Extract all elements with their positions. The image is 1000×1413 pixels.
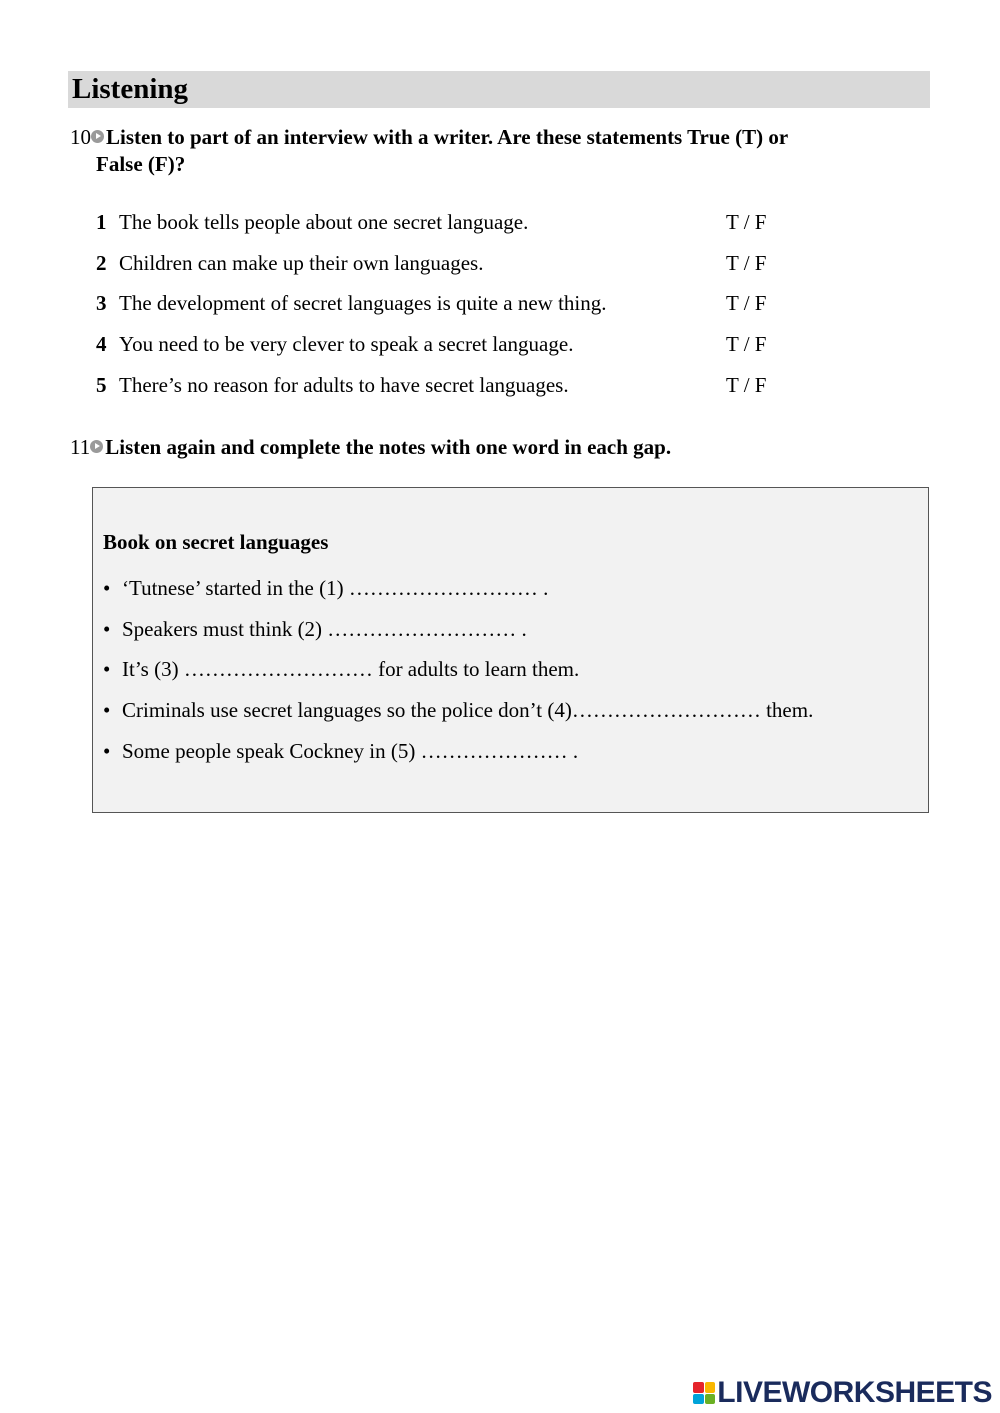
exercise-10-heading — [70, 124, 900, 178]
statement-list — [96, 202, 816, 405]
statement-text: The development of secret languages is quite a new thing. — [119, 291, 607, 316]
bullet-icon: • — [103, 697, 111, 722]
audio-play-icon[interactable] — [91, 130, 104, 143]
statement-text: The book tells people about one secret language. — [119, 209, 529, 234]
note-item — [103, 731, 813, 772]
note-text[interactable]: Speakers must think (2) ……………………… . — [122, 616, 527, 641]
statement-row — [96, 365, 816, 406]
note-text[interactable]: It’s (3) ……………………… for adults to learn them. — [122, 657, 580, 682]
statement-text: You need to be very clever to speak a secret language. — [119, 331, 574, 356]
statement-number: 5 — [96, 372, 107, 397]
notes-box — [92, 487, 929, 813]
exercise-instruction: Listen again and complete the notes with one word in each gap. — [105, 435, 672, 459]
statement-row — [96, 202, 816, 243]
statement-number: 1 — [96, 209, 107, 234]
statement-text: Children can make up their own languages. — [119, 250, 484, 275]
note-item — [103, 649, 813, 690]
notes-title: Book on secret languages — [103, 530, 329, 554]
exercise-number: 11 — [70, 435, 91, 459]
section-header — [68, 71, 930, 108]
exercise-instruction: Listen to part of an interview with a writer. Are these statements True (T) or — [106, 125, 789, 149]
note-item — [103, 568, 813, 609]
statement-row — [96, 324, 816, 365]
liveworksheets-brand[interactable] — [693, 1377, 992, 1409]
exercise-instruction-continued: False (F)? — [96, 152, 186, 176]
note-item — [103, 690, 813, 731]
liveworksheets-logo-icon — [693, 1382, 715, 1404]
bullet-icon: • — [103, 738, 111, 763]
statement-number: 4 — [96, 331, 107, 356]
exercise-11-heading — [70, 434, 900, 461]
exercise-number: 10 — [70, 125, 91, 149]
note-item — [103, 609, 813, 650]
true-false-choice[interactable]: T / F — [726, 331, 767, 356]
note-text[interactable]: ‘Tutnese’ started in the (1) ……………………… . — [122, 575, 549, 600]
note-text[interactable]: Some people speak Cockney in (5) ………………… . — [122, 738, 579, 763]
logo-square-red — [693, 1382, 704, 1393]
true-false-choice[interactable]: T / F — [726, 291, 767, 316]
true-false-choice[interactable]: T / F — [726, 209, 767, 234]
statement-text: There’s no reason for adults to have secret languages. — [119, 372, 569, 397]
section-title: Listening — [72, 73, 189, 105]
notes-list — [103, 568, 813, 771]
brand-name: LIVEWORKSHEETS — [717, 1376, 992, 1409]
statement-row — [96, 243, 816, 284]
logo-square-green — [705, 1394, 716, 1405]
statement-row — [96, 283, 816, 324]
audio-play-icon[interactable] — [90, 440, 103, 453]
bullet-icon: • — [103, 616, 111, 641]
true-false-choice[interactable]: T / F — [726, 372, 767, 397]
statement-number: 2 — [96, 250, 107, 275]
logo-square-yellow — [705, 1382, 716, 1393]
bullet-icon: • — [103, 657, 111, 682]
true-false-choice[interactable]: T / F — [726, 250, 767, 275]
logo-square-blue — [693, 1394, 704, 1405]
bullet-icon: • — [103, 575, 111, 600]
note-text[interactable]: Criminals use secret languages so the police don’t (4)……………………… them. — [122, 697, 814, 722]
statement-number: 3 — [96, 291, 107, 316]
